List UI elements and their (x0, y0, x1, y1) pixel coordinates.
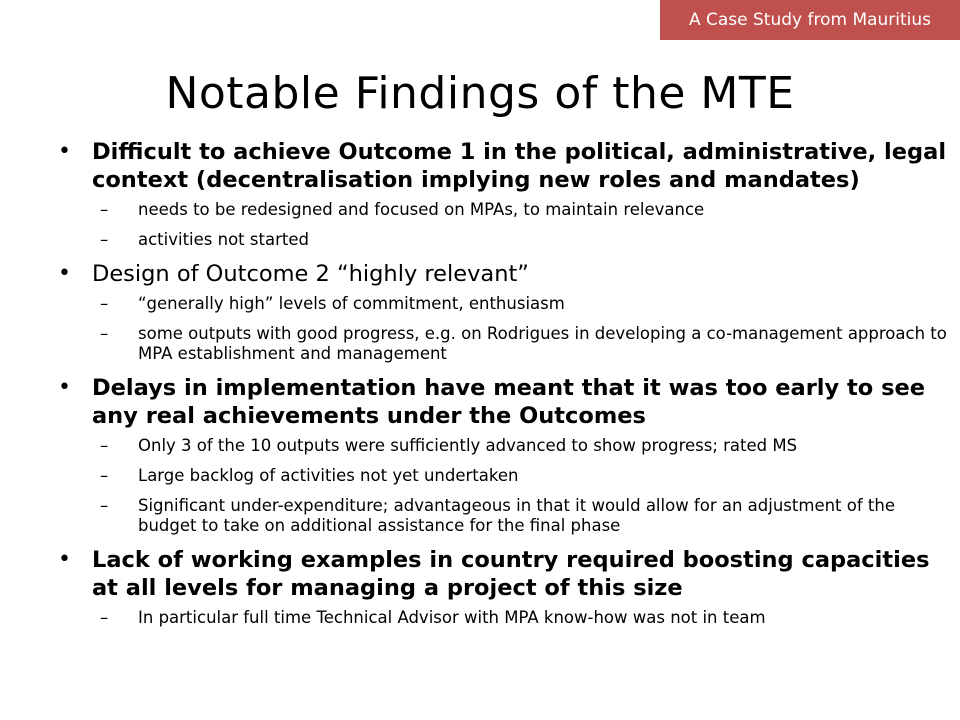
sub-bullet-text: Large backlog of activities not yet undertaken (138, 466, 519, 485)
sub-bullet (58, 466, 948, 486)
bullet-1 (58, 138, 948, 194)
slide-title: Notable Findings of the MTE (165, 68, 795, 119)
bullet-3 (58, 374, 948, 430)
case-study-tag: A Case Study from Mauritius (660, 0, 960, 40)
bullet-4 (58, 546, 948, 602)
sub-bullet (58, 324, 948, 364)
dash-icon: – (100, 496, 109, 515)
sub-bullet (58, 496, 948, 536)
sub-bullet-text: In particular full time Technical Advisor with MPA know-how was not in team (138, 608, 766, 627)
sub-bullet (58, 294, 948, 314)
bullet-text: Lack of working examples in country required boosting capacities at all levels for managing a project of this size (92, 547, 930, 601)
bullet-text: Design of Outcome 2 “highly relevant” (92, 261, 529, 287)
sub-bullet-text: activities not started (138, 230, 309, 249)
sub-bullet (58, 230, 948, 250)
bullet-dot-icon: • (58, 139, 71, 164)
sub-bullet-text: some outputs with good progress, e.g. on Rodrigues in developing a co-management approach to MPA establishment and management (138, 324, 947, 363)
slide-content (58, 138, 948, 638)
sub-bullet (58, 608, 948, 628)
sub-bullet-text: needs to be redesigned and focused on MPAs, to maintain relevance (138, 200, 705, 219)
sub-bullet-text: “generally high” levels of commitment, enthusiasm (138, 294, 565, 313)
dash-icon: – (100, 436, 109, 455)
bullet-text: Difficult to achieve Outcome 1 in the political, administrative, legal context (decentralisation implying new roles and mandates) (92, 139, 947, 193)
dash-icon: – (100, 294, 109, 313)
bullet-2 (58, 260, 948, 288)
bullet-dot-icon: • (58, 547, 71, 572)
sub-bullet-text: Only 3 of the 10 outputs were sufficiently advanced to show progress; rated MS (138, 436, 798, 455)
sub-bullet-text: Significant under-expenditure; advantageous in that it would allow for an adjustment of the budget to take on additional assistance for the final phase (138, 496, 895, 535)
dash-icon: – (100, 200, 109, 219)
dash-icon: – (100, 324, 109, 343)
dash-icon: – (100, 230, 109, 249)
bullet-text: Delays in implementation have meant that it was too early to see any real achievements under the Outcomes (92, 375, 925, 429)
dash-icon: – (100, 608, 109, 627)
bullet-dot-icon: • (58, 375, 71, 400)
sub-bullet (58, 436, 948, 456)
sub-bullet (58, 200, 948, 220)
dash-icon: – (100, 466, 109, 485)
bullet-dot-icon: • (58, 261, 71, 286)
